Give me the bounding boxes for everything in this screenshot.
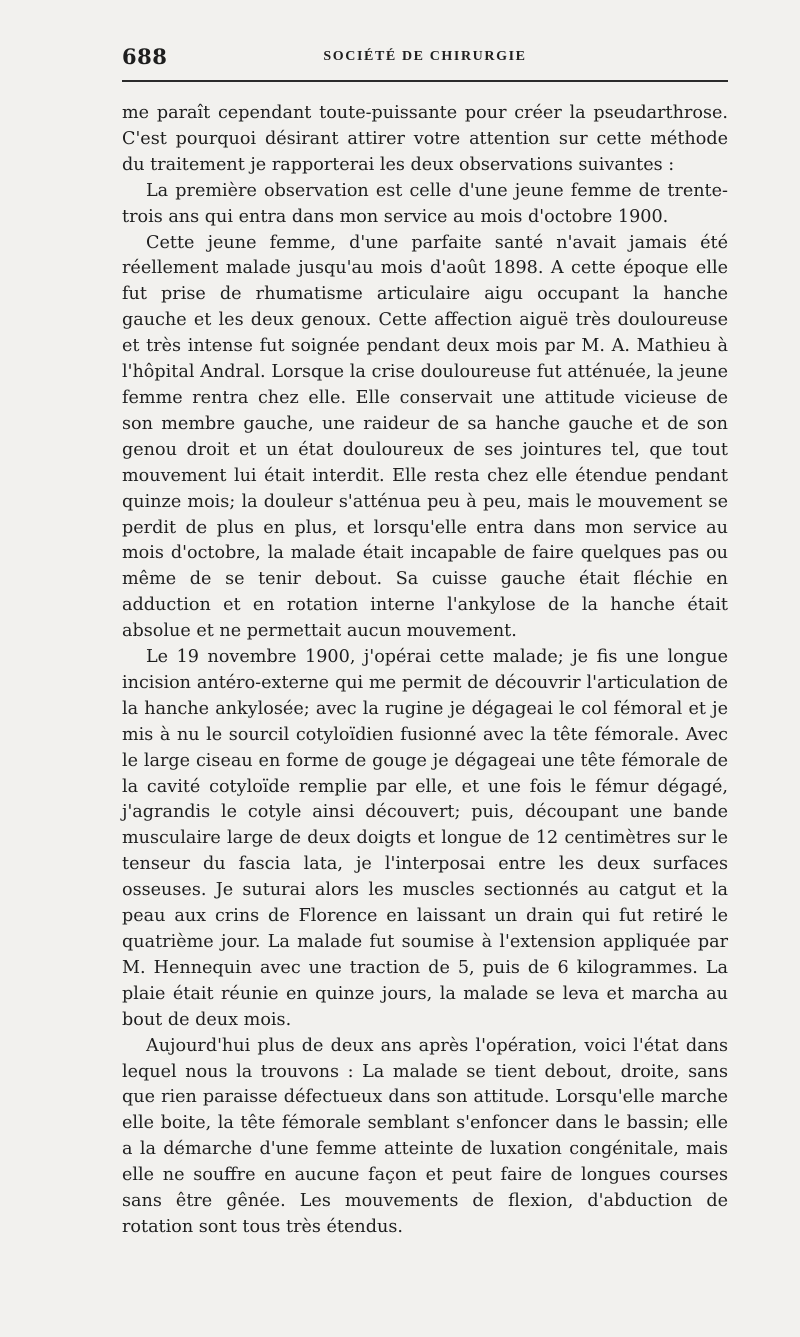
paragraph-1: me paraît cependant toute-puissante pour créer la pseudarthrose. C'est pourquoi désirant attirer votre attention sur cette méthode du traitement je rapporterai les deux observations suivantes : [122, 103, 728, 175]
page-header [122, 44, 728, 72]
paragraph-2: La première observation est celle d'une jeune femme de trente-trois ans qui entra dans mon service au mois d'octobre 1900. [122, 180, 728, 227]
page-number: 688 [122, 44, 168, 69]
body-text [122, 101, 728, 1241]
running-title: SOCIÉTÉ DE CHIRURGIE [323, 49, 527, 64]
paragraph-5: Aujourd'hui plus de deux ans après l'opération, voici l'état dans lequel nous la trouvons : La malade se tient debout, droite, sans que rien paraisse défectueux dans son attitude. Lorsqu'elle marche elle boite, la tête fémorale semblant s'enfoncer dans le bassin; elle a la démarche d'une femme atteinte de luxation congénitale, mais elle ne souffre en aucune façon et peut faire de longues courses sans être gênée. Les mouvements de flexion, d'abduction de rotation sont tous très étendus. [122, 1035, 728, 1237]
paragraph-4: Le 19 novembre 1900, j'opérai cette malade; je fis une longue incision antéro-externe qui me permit de découvrir l'articulation de la hanche ankylosée; avec la rugine je dégageai le col fémoral et je mis à nu le sourcil cotyloïdien fusionné avec la tête fémorale. Avec le large ciseau en forme de gouge je dégageai une tête fémorale de la cavité cotyloïde remplie par elle, et une fois le fémur dégagé, j'agrandis le cotyle ainsi découvert; puis, découpant une bande musculaire large de deux doigts et longue de 12 centimètres sur le tenseur du fascia lata, je l'interposai entre les deux surfaces osseuses. Je suturai alors les muscles sectionnés au catgut et la peau aux crins de Florence en laissant un drain qui fut retiré le quatrième jour. La malade fut soumise à l'extension appliquée par M. Hennequin avec une traction de 5, puis de 6 kilogrammes. La plaie était réunie en quinze jours, la malade se leva et marcha au bout de deux mois. [122, 647, 728, 1030]
paragraph-3: Cette jeune femme, d'une parfaite santé n'avait jamais été réellement malade jusqu'au mois d'août 1898. A cette époque elle fut prise de rhumatisme articulaire aigu occupant la hanche gauche et les deux genoux. Cette affection aiguë très douloureuse et très intense fut soignée pendant deux mois par M. A. Mathieu à l'hôpital Andral. Lorsque la crise douloureuse fut atténuée, la jeune femme rentra chez elle. Elle conservait une attitude vicieuse de son membre gauche, une raideur de sa hanche gauche et de son genou droit et un état douloureux de ses jointures tel, que tout mouvement lui était interdit. Elle resta chez elle étendue pendant quinze mois; la douleur s'atténua peu à peu, mais le mouvement se perdit de plus en plus, et lorsqu'elle entra dans mon service au mois d'octobre, la malade était incapable de faire quelques pas ou même de se tenir debout. Sa cuisse gauche était fléchie en adduction et en rotation interne l'ankylose de la hanche était absolue et ne permettait aucun mouvement. [122, 232, 728, 642]
header-rule [122, 80, 728, 82]
